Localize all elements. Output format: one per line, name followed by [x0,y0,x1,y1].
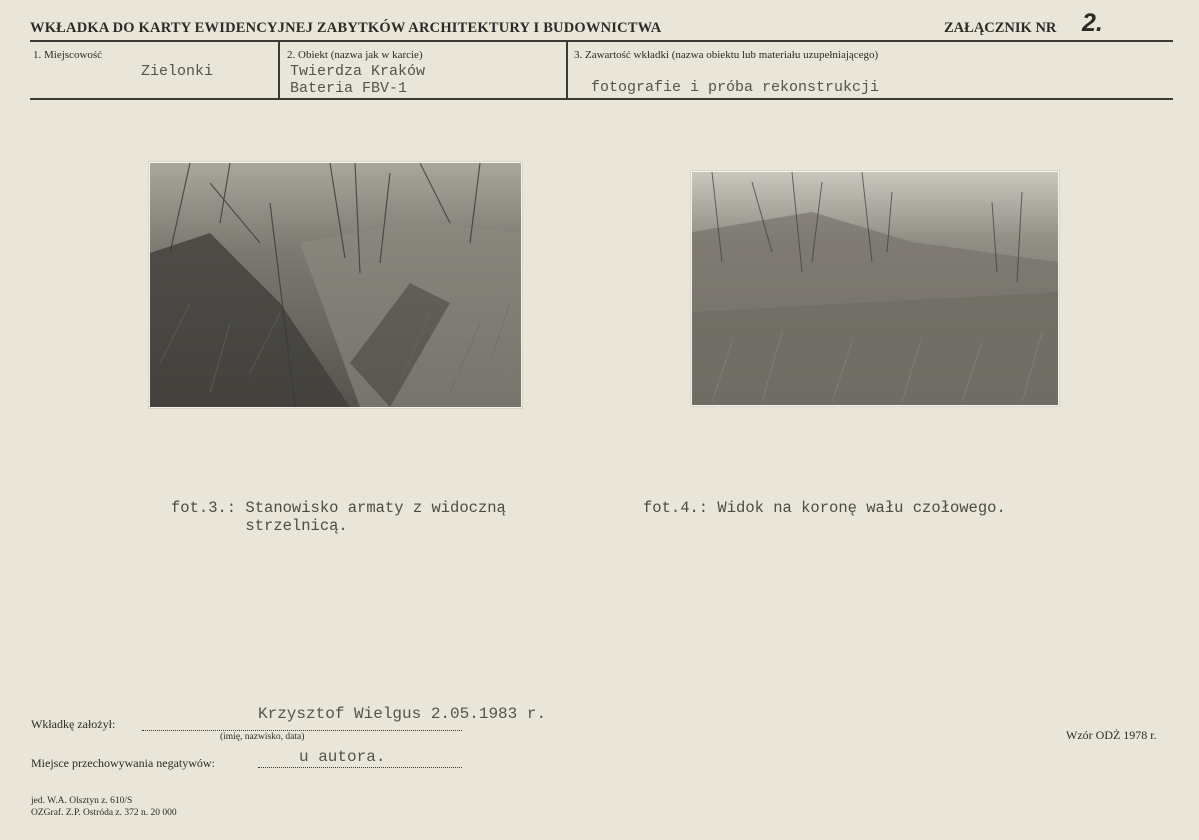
photo-4-image [692,172,1058,405]
header-rule [30,40,1173,42]
photo-3 [149,162,522,408]
object-value-line1: Twierdza Kraków [290,63,426,80]
created-by-line [142,730,462,731]
created-by-value: Krzysztof Wielgus 2.05.1983 r. [258,705,547,723]
print-line-1: jed. W.A. Olsztyn z. 610/S [31,796,133,806]
negatives-label: Miejsce przechowywania negatywów: [31,756,215,770]
photo-3-image [150,163,521,407]
photo-3-caption-line1: fot.3.: Stanowisko armaty z widoczną [171,499,506,517]
created-by-label: Wkładkę założył: [31,717,116,731]
photo-4-caption: fot.4.: Widok na koronę wału czołowego. [643,499,1006,517]
form-code: Wzór ODŻ 1978 r. [1066,728,1157,742]
field-divider-1 [278,42,280,99]
attachment-label: ZAŁĄCZNIK NR [944,20,1057,36]
contents-value: fotografie i próba rekonstrukcji [591,79,880,96]
photo-3-caption-line2: strzelnicą. [171,517,348,535]
contents-label: 3. Zawartość wkładki (nazwa obiektu lub materiału uzupełniającego) [574,49,879,61]
object-value-line2: Bateria FBV-1 [290,80,408,97]
object-label: 2. Obiekt (nazwa jak w karcie) [287,49,423,61]
negatives-value: u autora. [299,748,386,766]
form-title: WKŁADKA DO KARTY EWIDENCYJNEJ ZABYTKÓW ARCHITEKTURY I BUDOWNICTWA [30,20,662,36]
field-row-rule [30,98,1173,100]
field-divider-2 [566,42,568,99]
place-value: Zielonki [141,63,214,80]
print-line-2: OZGraf. Z.P. Ostróda z. 372 n. 20 000 [31,808,177,818]
place-label: 1. Miejscowość [33,49,103,61]
created-by-hint: (imię, nazwisko, data) [220,732,305,742]
attachment-number: 2. [1082,9,1103,37]
photo-4 [691,171,1059,406]
negatives-line [258,767,462,768]
